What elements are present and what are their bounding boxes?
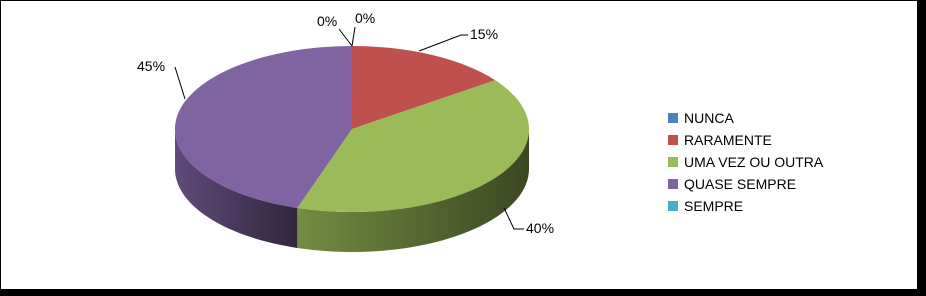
legend-swatch-sempre	[668, 201, 678, 211]
pie-chart	[1, 1, 919, 291]
data-label-sempre: 0%	[355, 10, 376, 26]
data-label-nunca: 0%	[317, 13, 338, 29]
legend-swatch-uma-vez-ou-outra	[668, 157, 678, 167]
leader-line-uma-vez-ou-outra	[504, 208, 524, 229]
legend-label-quase-sempre: QUASE SEMPRE	[684, 176, 797, 192]
leader-line-quase-sempre	[175, 67, 185, 99]
legend-swatch-quase-sempre	[668, 179, 678, 189]
data-label-quase-sempre: 45%	[137, 58, 166, 74]
leader-line-sempre	[352, 27, 355, 46]
legend-label-nunca: NUNCA	[684, 110, 734, 126]
data-label-uma-vez-ou-outra: 40%	[526, 220, 555, 236]
data-label-raramente: 15%	[470, 26, 499, 42]
leader-line-raramente	[419, 35, 468, 51]
legend-label-raramente: RARAMENTE	[684, 132, 772, 148]
legend-label-sempre: SEMPRE	[684, 198, 744, 214]
legend-swatch-nunca	[668, 113, 678, 123]
legend-swatch-raramente	[668, 135, 678, 145]
legend-label-uma-vez-ou-outra: UMA VEZ OU OUTRA	[684, 154, 824, 170]
leader-line-nunca	[339, 29, 352, 46]
